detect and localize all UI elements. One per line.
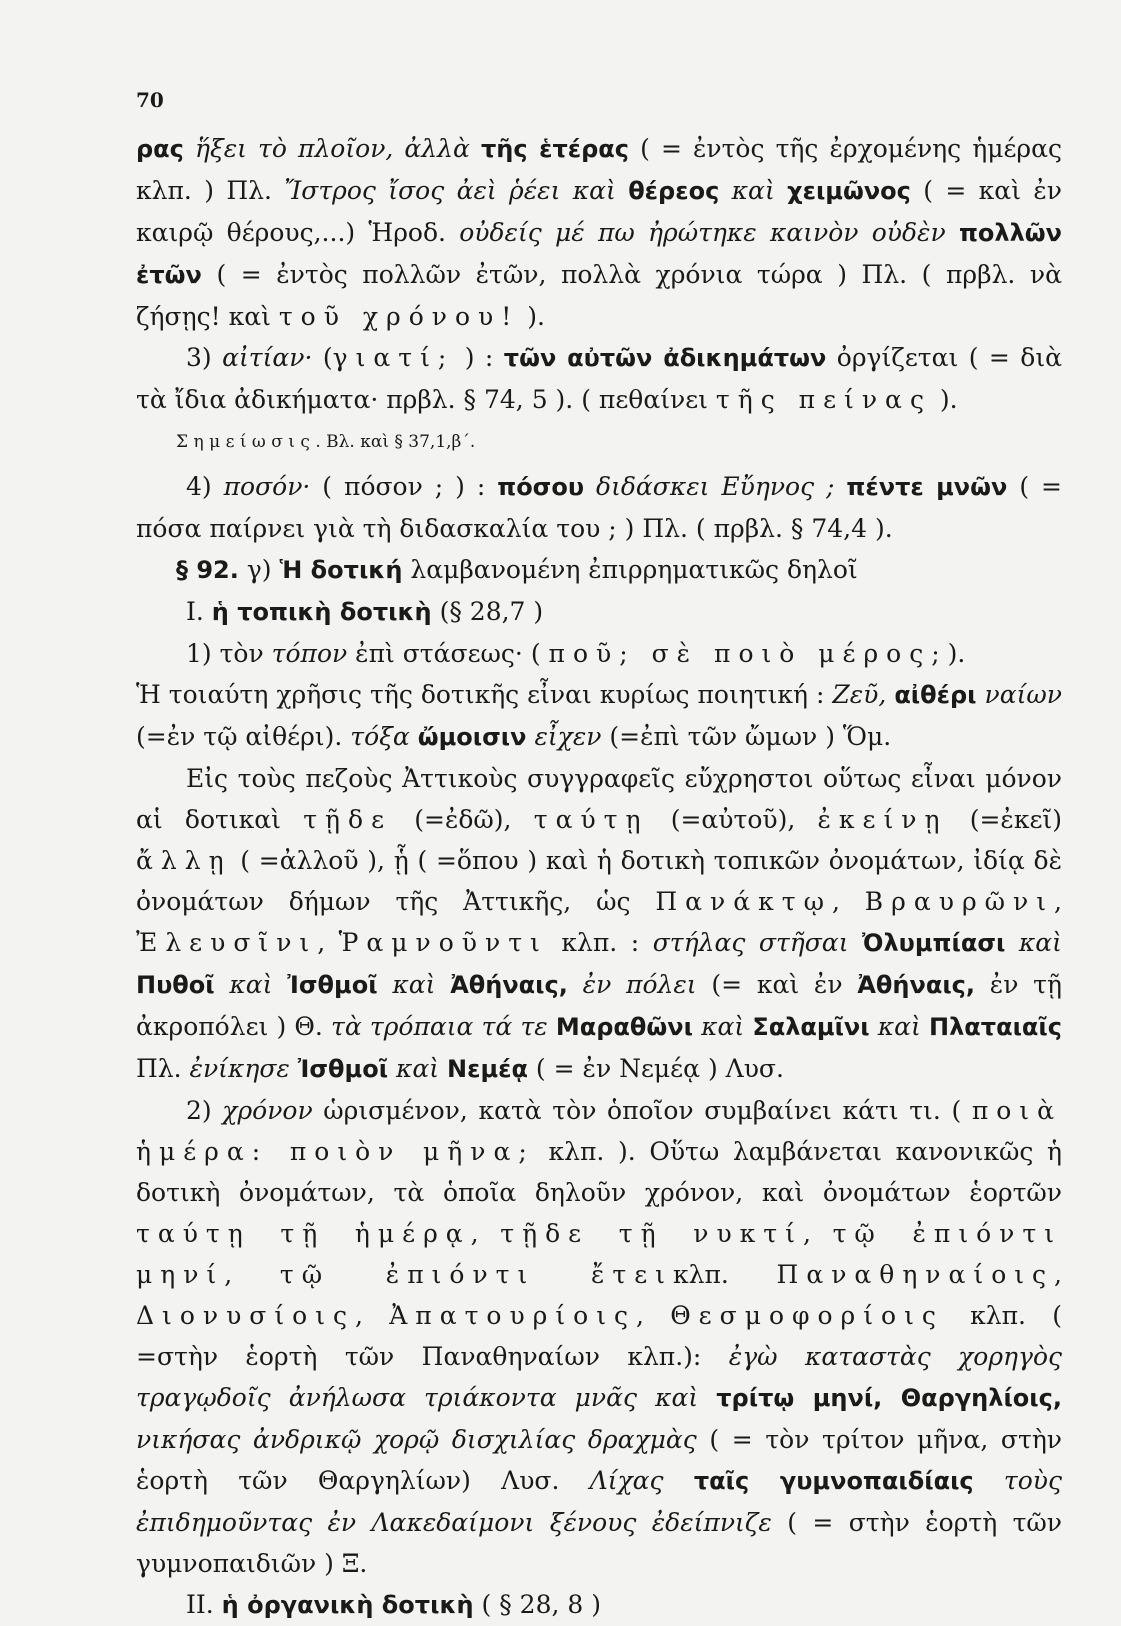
text: κλπ. ). Οὕτω λαμβάνεται κανονικῶς ἡ δοτικὴ ὀνομάτων, τὰ ὁποῖα δηλοῦν χρόνον, καὶ ὀνομάτων ἑορτῶν	[136, 1137, 1063, 1207]
italic-text: ἥξει τὸ πλοῖον, ἀλλὰ	[183, 134, 481, 163]
bold-text: ρας	[136, 135, 184, 163]
spaced-text: ταύτῃ	[533, 805, 649, 834]
italic-text: ποσόν·	[223, 472, 311, 501]
text: Ἡ τοιαύτη χρῆσις τῆς δοτικῆς εἶναι κυρίως ποιητική :	[136, 680, 833, 709]
bold-text: ταῖς γυμνοπαιδίαις	[693, 1467, 974, 1495]
text: ,	[224, 1260, 280, 1289]
paragraph-attic-prose	[136, 758, 1062, 1090]
spaced-text: τῇδε τῇ νυκτί	[500, 1219, 803, 1248]
paragraph-amount	[136, 466, 1062, 549]
spaced-text: τῷ ἐπιόντι ἔτει	[279, 1260, 673, 1289]
text: ὀργίζεται ( = διὰ τὰ ἴδια ἀδικήματα· πρβλ. § 74, 5 ). ( πεθαίνει	[136, 343, 1063, 414]
italic-text: καὶ	[719, 176, 788, 205]
italic-text: καὶ	[1005, 928, 1062, 957]
text: (§ 28,7 )	[431, 597, 544, 626]
text: ᾗ	[393, 846, 409, 875]
subheading-instrumental	[136, 1584, 1062, 1626]
spaced-text: Ῥαμνοῦντι	[338, 928, 548, 957]
body-text	[136, 128, 1062, 1626]
text: γ)	[238, 555, 280, 584]
spaced-text: γιατί;	[332, 343, 455, 372]
spaced-text: ποῦ; σὲ ποιὸ μέρος;	[548, 639, 948, 668]
bold-text: πέντε μνῶν	[846, 473, 1008, 501]
text: ἐπὶ στάσεως· (	[347, 639, 549, 668]
italic-text: τόπον	[271, 639, 348, 668]
spaced-text: ἄλλῃ	[136, 846, 232, 875]
italic-text: καὶ	[692, 1012, 753, 1041]
spaced-text: Βραυρῶνι	[864, 887, 1055, 916]
bold-text: πόσου	[497, 473, 585, 501]
paragraph-poetic	[136, 674, 1062, 758]
text: ).	[931, 385, 958, 414]
bold-text: τρίτῳ μηνί, Θαργηλίοις,	[716, 1384, 1062, 1412]
spaced-text: τῆς πείνας	[715, 385, 932, 414]
bold-text: τῶν αὐτῶν ἀδικημάτων	[503, 344, 827, 372]
spaced-text: τοῦ χρόνου!	[278, 302, 520, 331]
italic-text: οὐδείς μέ πω ἠρώτηκε καινὸν οὐδὲν	[459, 218, 959, 247]
text: ( = στὴν ἑορτὴ τῶν γυμνοπαιδιῶν ) Ξ.	[136, 1508, 1062, 1578]
text: ,	[470, 1219, 501, 1248]
section-number: § 92.	[176, 556, 239, 584]
text: Πλ.	[136, 1054, 190, 1083]
italic-text: ἐγὼ καταστὰς χορηγὸς τραγῳδοῖς ἀνήλωσα τριάκοντα μνᾶς καὶ	[136, 1342, 1062, 1412]
bold-text: Ἰσθμοῖ	[297, 1055, 389, 1083]
spaced-text: Ἀπατουρίοις	[389, 1301, 637, 1330]
bold-text: Μαραθῶνι	[555, 1013, 693, 1041]
bold-text: Ἡ δοτική	[279, 556, 403, 584]
italic-text: καὶ	[377, 970, 451, 999]
spaced-text: Θεσμοφορίοις	[670, 1301, 944, 1330]
spaced-text: τῇδε	[303, 805, 393, 834]
italic-text: καὶ	[214, 970, 288, 999]
text: ὡρισμένον, κατὰ τὸν ὁποῖον συμβαίνει κάτι τι. (	[312, 1096, 972, 1125]
spaced-text: Διονυσίοις	[136, 1301, 356, 1330]
text: ,	[317, 928, 339, 957]
bold-text: Πυθοῖ	[136, 971, 215, 999]
spaced-text: Ἐλευσῖνι	[136, 928, 318, 957]
bold-text: Πλαταιαῖς	[929, 1013, 1062, 1041]
italic-text: καὶ	[388, 1054, 448, 1083]
text: Εἰς τοὺς πεζοὺς Ἀττικοὺς συγγραφεῖς εὔχρηστοι οὕτως εἶναι μόνον αἱ δοτικαὶ	[136, 764, 1062, 834]
text: ( =ὅπου ) καὶ ἡ δοτικὴ τοπικῶν ὀνομάτων, ἰδίᾳ δὲ ὀνομάτων δήμων τῆς Ἀττικῆς, ὡς	[136, 846, 1062, 916]
italic-text: νικήσας ἀνδρικῷ χορῷ δισχιλίας δραχμὰς	[136, 1425, 697, 1454]
italic-text: ἐνίκησε	[189, 1054, 298, 1083]
text: (= καὶ ἐν	[696, 970, 858, 999]
bold-text: Ἀθήναις,	[857, 971, 976, 999]
italic-text: διδάσκει Εὔηνος ;	[584, 472, 847, 501]
paragraph-time-dative	[136, 1090, 1062, 1584]
spaced-text: ποιὰ ἡμέρα: ποιὸν μῆνα;	[136, 1096, 1062, 1166]
text: (=ἐδῶ),	[392, 805, 534, 834]
text: ).	[947, 639, 966, 668]
subheading-locative	[136, 591, 1062, 633]
italic-text: τόξα	[350, 722, 418, 751]
bold-text: Ἀθήναις,	[450, 971, 568, 999]
bold-text: Νεμέᾳ	[447, 1055, 528, 1083]
spaced-text: Παναθηναίοις	[776, 1260, 1055, 1289]
italic-text: Ζεῦ,	[832, 680, 895, 709]
page-number: 70	[136, 88, 164, 112]
spaced-text: τῷ ἐπιόντι μηνί	[136, 1219, 1063, 1289]
section-heading	[136, 549, 1062, 591]
text: ( = καὶ ἐν καιρῷ θέρους,...) Ἡροδ.	[136, 176, 1062, 247]
text: (=ἐκεῖ)	[947, 805, 1062, 834]
paragraph-cause	[136, 337, 1062, 420]
italic-text: Λίχας	[589, 1466, 694, 1495]
bold-text: Ὀλυμπίασι	[862, 929, 1006, 957]
italic-text: ναίων	[976, 680, 1062, 709]
text: κλπ.	[672, 1260, 777, 1289]
text: ,	[802, 1219, 833, 1248]
text: ,	[636, 1301, 671, 1330]
text: (	[312, 343, 333, 372]
text: 2)	[186, 1096, 223, 1125]
text: ( § 28, 8 )	[473, 1590, 601, 1619]
text: (=ἐν τῷ αἰθέρι).	[136, 722, 351, 751]
spaced-text: ταύτῃ τῇ ἡμέρᾳ	[136, 1219, 471, 1248]
text: ( =ἀλλοῦ ),	[231, 846, 394, 875]
paragraph-time-genitive	[136, 128, 1062, 337]
spaced-text: Πανάκτῳ	[655, 887, 832, 916]
italic-text: στήλας στῆσαι	[652, 928, 863, 957]
text: ἐν τῇ ἀκροπόλει ) Θ.	[136, 970, 1062, 1041]
italic-text: χρόνον	[222, 1096, 313, 1125]
bold-text: ἡ ὀργανικὴ δοτικὴ	[221, 1591, 474, 1619]
text: ( = ἐν Νεμέᾳ ) Λυσ.	[527, 1054, 784, 1083]
italic-text: εἶχεν	[526, 722, 602, 751]
bold-text: χειμῶνος	[787, 177, 911, 205]
text: . Βλ. καὶ § 37,1,β΄.	[315, 432, 476, 452]
text: 3)	[186, 343, 223, 372]
text: ( = ἐντὸς πολλῶν ἐτῶν, πολλὰ χρόνια τώρα ) Πλ. ( πρβλ. νὰ ζήσῃς! καὶ	[136, 260, 1062, 331]
text: ( = τὸν τρίτον μῆνα, στὴν ἑορτὴ τῶν Θαργηλίων) Λυσ.	[136, 1425, 1062, 1495]
text: κλπ. :	[547, 928, 653, 957]
text: II.	[186, 1590, 222, 1619]
bold-text: θέρεος	[628, 177, 720, 205]
text: κλπ. ( =στὴν ἑορτὴ τῶν Παναθηναίων κλπ.):	[136, 1301, 1062, 1371]
bold-text: πολλῶν ἐτῶν	[136, 219, 1062, 289]
text: λαμβανομένη ἐπιρρηματικῶς δηλοῖ	[402, 555, 858, 584]
italic-text: αἰτίαν·	[222, 343, 313, 372]
text: ) :	[454, 343, 504, 372]
spaced-text: ἐκείνῃ	[817, 805, 948, 834]
text: 1) τὸν	[186, 639, 272, 668]
text: ,	[1054, 1260, 1062, 1289]
bold-text: ἡ τοπικὴ δοτικὴ	[211, 598, 432, 626]
bold-text: ὤμοισιν	[417, 723, 527, 751]
italic-text: ἐν πόλει	[567, 970, 697, 999]
bold-text: Ἰσθμοῖ	[287, 971, 378, 999]
italic-text: τοὺς ἐπιδημοῦντας ἐν Λακεδαίμονι ξένους ἐδείπνιζε	[136, 1466, 1063, 1537]
text: ( = ἐντὸς τῆς ἐρχομένης ἡμέρας κλπ. ) Πλ.	[136, 134, 1062, 205]
text: ,	[355, 1301, 390, 1330]
text: 4)	[186, 472, 224, 501]
italic-text: Ἴστρος ἴσος ἀεὶ ῥέει καὶ	[284, 176, 629, 205]
italic-text: καὶ	[869, 1012, 930, 1041]
note	[136, 422, 1062, 462]
text: ).	[519, 302, 545, 331]
text: ( πόσον ; ) :	[310, 472, 498, 501]
bold-text: Σαλαμῖνι	[752, 1013, 870, 1041]
italic-text: τὰ τρόπαια τά τε	[331, 1012, 556, 1041]
text: ( = πόσα παίρνει γιὰ τὴ διδασκαλία του ; ) Πλ. ( πρβλ. § 74,4 ).	[136, 472, 1062, 543]
paragraph-place	[136, 633, 1062, 674]
text: ,	[831, 887, 865, 916]
bold-text: αἰθέρι	[894, 681, 977, 709]
text: ,	[1054, 887, 1062, 916]
bold-text: τῆς ἑτέρας	[480, 135, 630, 163]
text: (=αὐτοῦ),	[648, 805, 818, 834]
text: I.	[186, 597, 212, 626]
spaced-text: Σημείωσις	[176, 432, 316, 452]
text: (=ἐπὶ τῶν ὤμων ) Ὅμ.	[601, 722, 892, 751]
